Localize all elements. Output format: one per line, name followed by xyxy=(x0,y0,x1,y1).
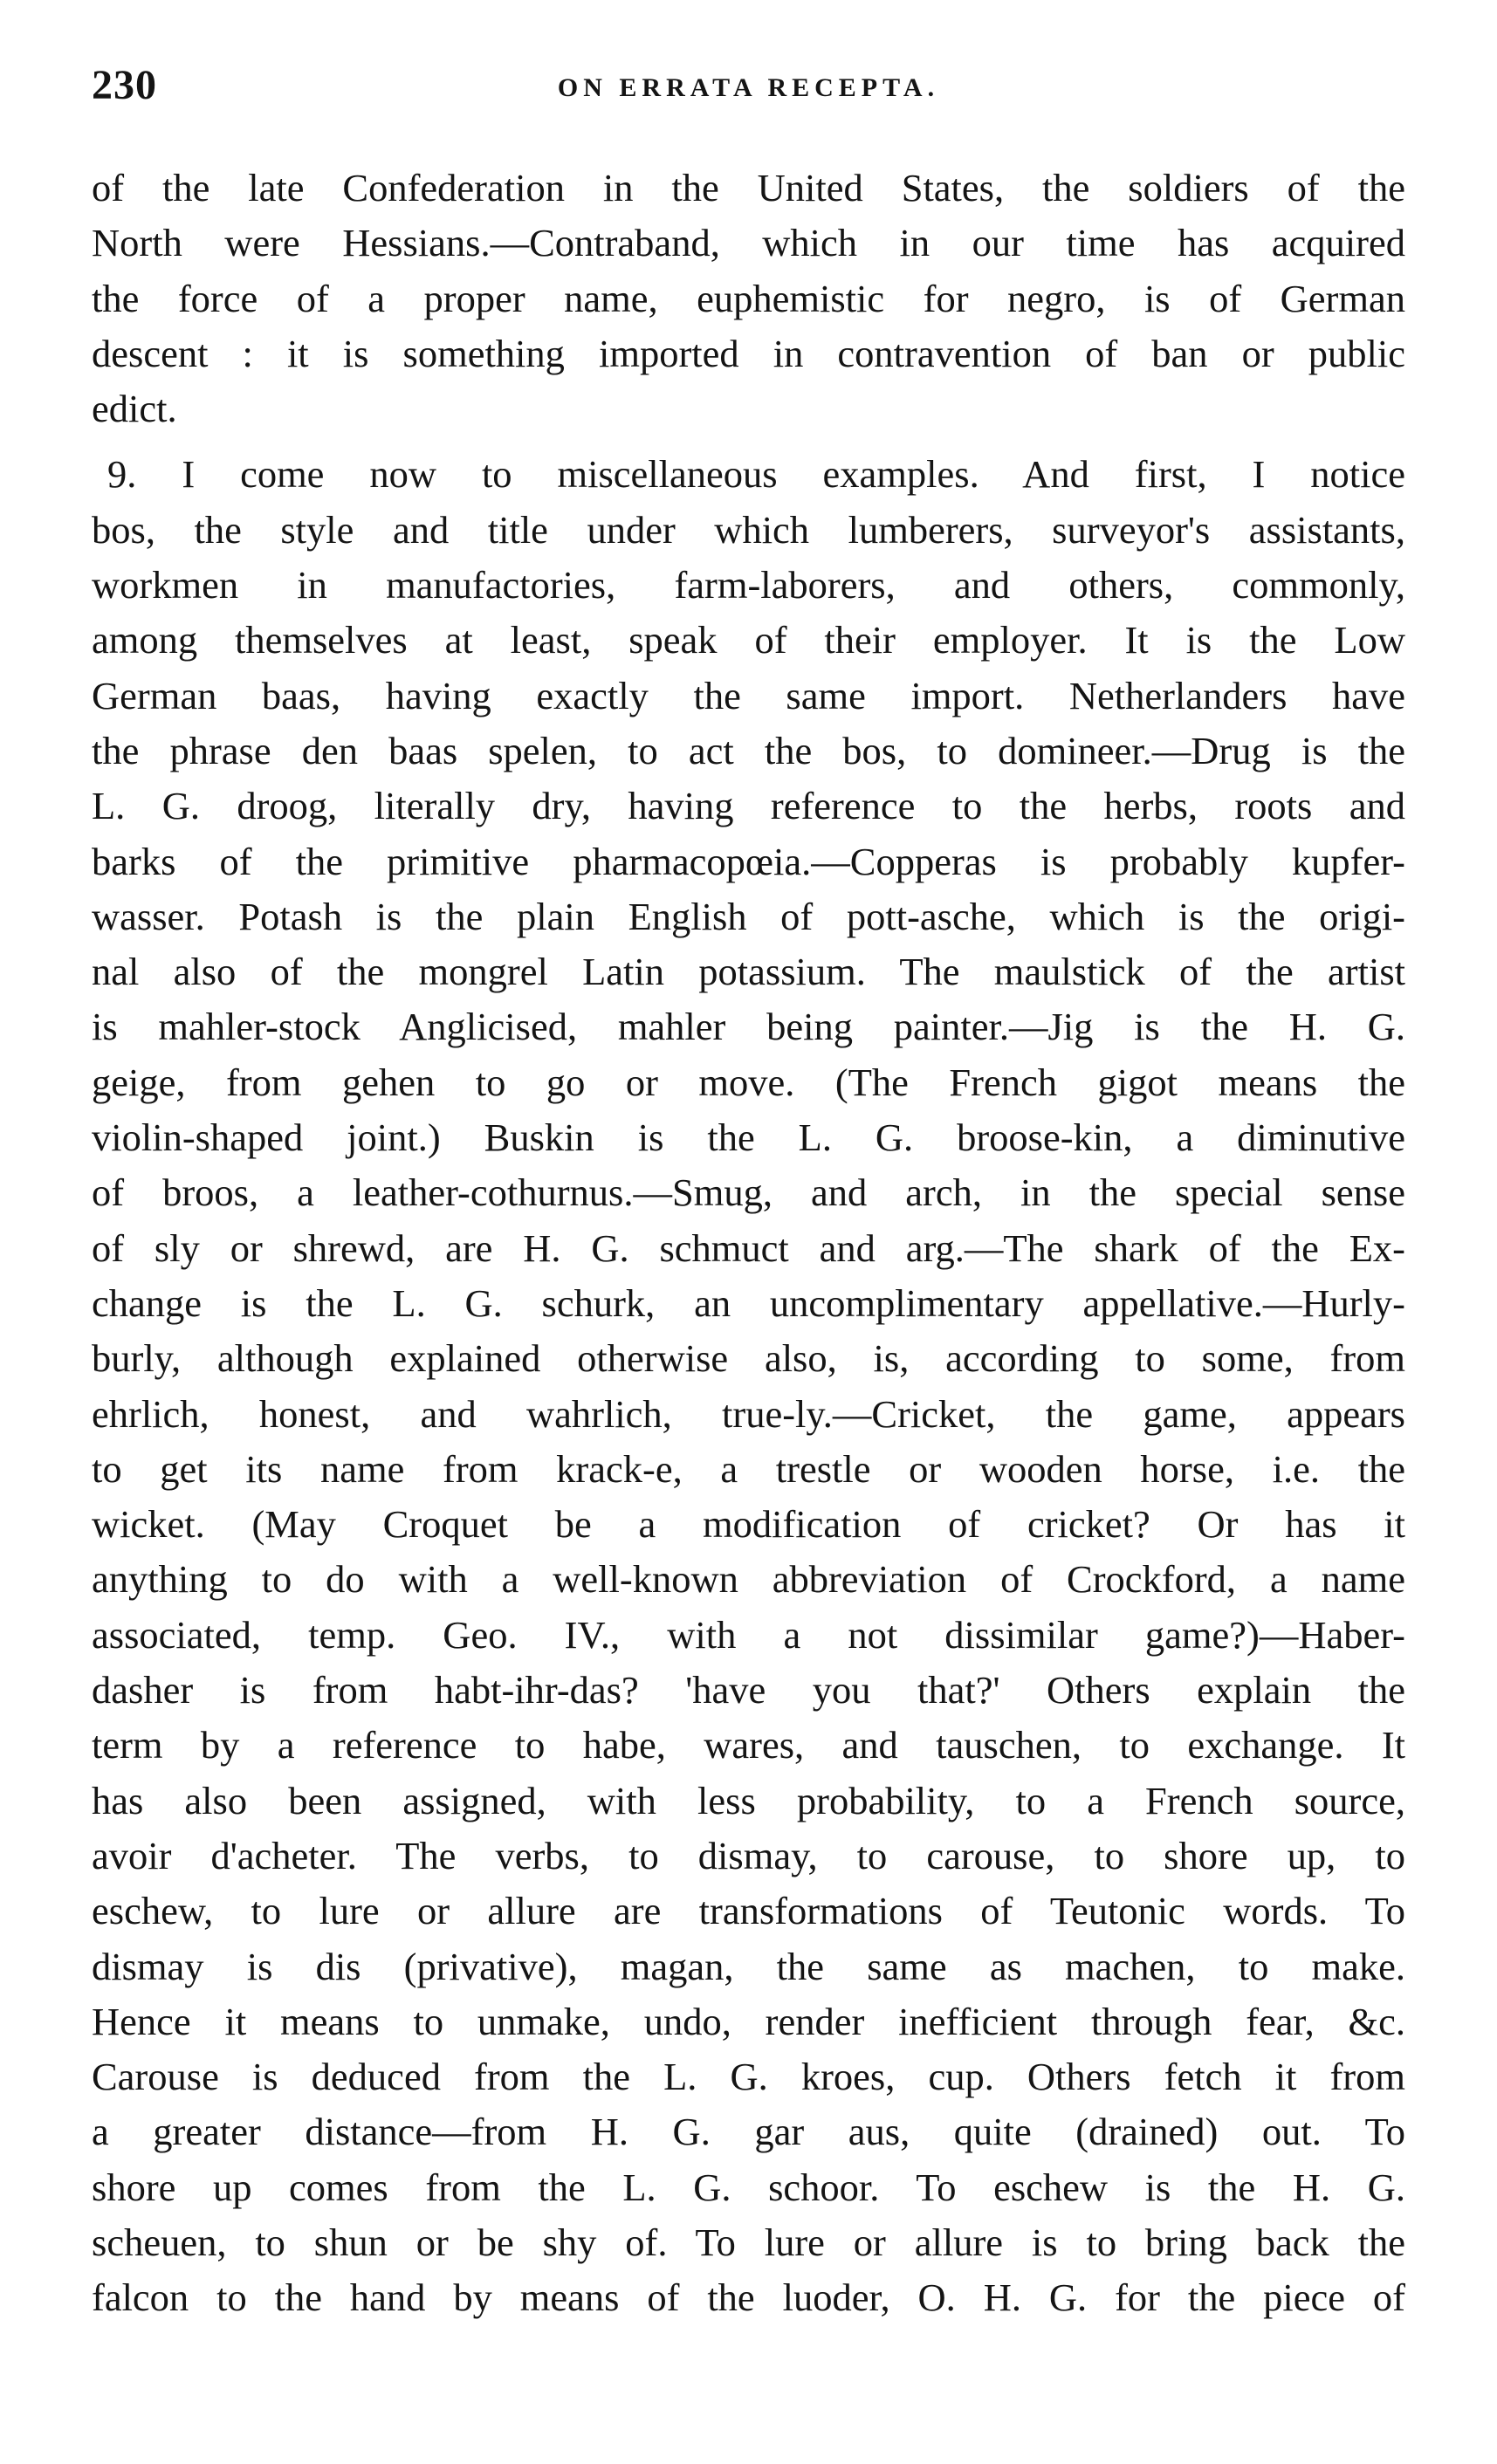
text-line: scheuen, to shun or be shy of. To lure or allure is to bring back the xyxy=(92,2220,1405,2264)
text-line: of the late Confederation in the United States, the soldiers of the xyxy=(92,166,1405,209)
running-head xyxy=(92,61,1405,122)
text-line: a greater distance—from H. G. gar aus, quite (drained) out. To xyxy=(92,2110,1405,2154)
text-line: Carouse is deduced from the L. G. kroes, cup. Others fetch it from xyxy=(92,2055,1405,2099)
text-line: wicket. (May Croquet be a modification of cricket? Or has it xyxy=(92,1502,1405,1547)
text-line: nal also of the mongrel Latin potassium. The maulstick of the artist xyxy=(92,950,1405,994)
running-title: ON ERRATA RECEPTA. xyxy=(557,73,940,102)
page-number: 230 xyxy=(92,62,157,108)
text-line: geige, from gehen to go or move. (The French gigot means the xyxy=(92,1060,1405,1104)
text-line: dismay is dis (privative), magan, the same as machen, to make. xyxy=(92,1944,1405,1988)
text-line: ehrlich, honest, and wahrlich, true-ly.—Cricket, the game, appears xyxy=(92,1391,1405,1436)
book-page xyxy=(92,61,1405,2326)
text-line: dasher is from habt-ihr-das? 'have you that?' Others explain the xyxy=(92,1668,1405,1712)
body-text xyxy=(92,161,1405,2326)
text-line: is mahler-stock Anglicised, mahler being painter.—Jig is the H. G. xyxy=(92,1005,1405,1049)
text-line: has also been assigned, with less probability, to a French source, xyxy=(92,1778,1405,1822)
text-line: falcon to the hand by means of the luoder, O. H. G. for the piece of xyxy=(92,2275,1405,2320)
text-line: change is the L. G. schurk, an uncomplimentary appellative.—Hurly- xyxy=(92,1280,1405,1325)
text-line: 9. I come now to miscellaneous examples. And first, I notice xyxy=(107,452,1405,497)
text-line: descent : it is something imported in contravention of ban or public xyxy=(92,331,1405,375)
text-line: eschew, to lure or allure are transformations of Teutonic words. To xyxy=(92,1889,1405,1933)
text-line: the force of a proper name, euphemistic for negro, is of German xyxy=(92,276,1405,320)
text-line: to get its name from krack-e, a trestle or wooden horse, i.e. the xyxy=(92,1446,1405,1491)
text-line: wasser. Potash is the plain English of pott-asche, which is the origi- xyxy=(92,894,1405,938)
text-line: Hence it means to unmake, undo, render inefficient through fear, &c. xyxy=(92,1999,1405,2043)
paragraph-gap xyxy=(92,436,1405,447)
text-line: the phrase den baas spelen, to act the bos, to domineer.—Drug is the xyxy=(92,728,1405,772)
text-line: barks of the primitive pharmacopœia.—Copperas is probably kupfer- xyxy=(92,839,1405,883)
text-line: anything to do with a well-known abbreviation of Crockford, a name xyxy=(92,1557,1405,1602)
text-line: German baas, having exactly the same import. Netherlanders have xyxy=(92,673,1405,717)
text-line: bos, the style and title under which lumberers, surveyor's assistants, xyxy=(92,507,1405,552)
text-line: violin-shaped joint.) Buskin is the L. G. broose-kin, a diminutive xyxy=(92,1115,1405,1160)
text-line: North were Hessians.—Contraband, which in our time has acquired xyxy=(92,221,1405,265)
text-line: term by a reference to habe, wares, and tauschen, to exchange. It xyxy=(92,1723,1405,1767)
text-line: burly, although explained otherwise also, is, according to some, from xyxy=(92,1336,1405,1381)
text-line: among themselves at least, speak of their employer. It is the Low xyxy=(92,618,1405,662)
text-line: edict. xyxy=(92,387,177,431)
text-line: L. G. droog, literally dry, having reference to the herbs, roots and xyxy=(92,784,1405,828)
text-line: of sly or shrewd, are H. G. schmuct and arg.—The shark of the Ex- xyxy=(92,1225,1405,1270)
text-line: of broos, a leather-cothurnus.—Smug, and arch, in the special sense xyxy=(92,1170,1405,1215)
text-line: shore up comes from the L. G. schoor. To eschew is the H. G. xyxy=(92,2165,1405,2209)
text-line: avoir d'acheter. The verbs, to dismay, to carouse, to shore up, to xyxy=(92,1833,1405,1877)
text-line: workmen in manufactories, farm-laborers, and others, commonly, xyxy=(92,563,1405,607)
text-line: associated, temp. Geo. IV., with a not dissimilar game?)—Haber- xyxy=(92,1612,1405,1657)
